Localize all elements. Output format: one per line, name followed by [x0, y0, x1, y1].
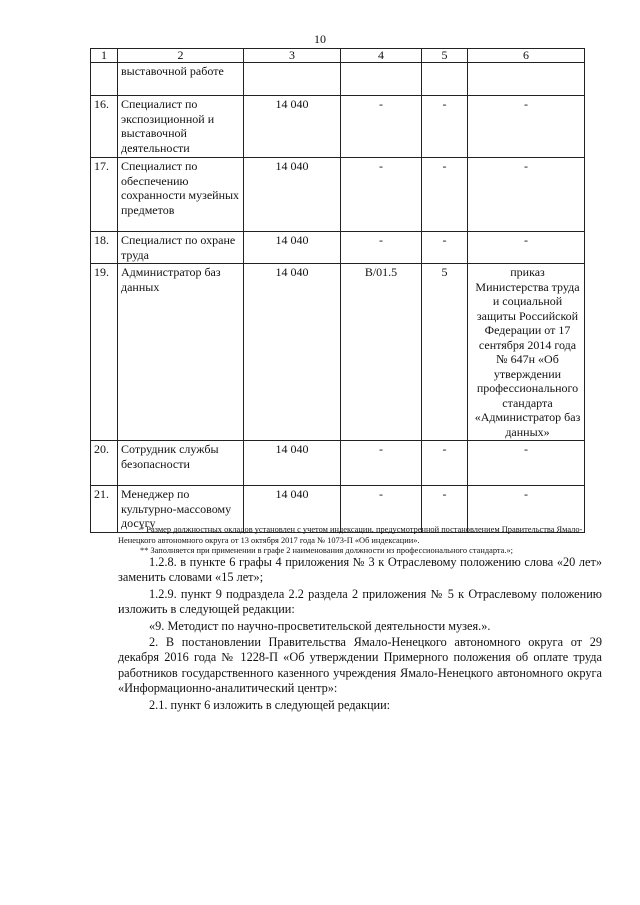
page-number: 10 [314, 32, 326, 46]
footnote: * Размер должностных окладов установлен с учетом индексации, предусмотренной постановлением Правительства Ямало-Ненецкого автономного округа от 13 октября 2017 года № 1073-П «Об индексации». [118, 525, 583, 545]
standard: - [468, 232, 585, 264]
standard: - [468, 441, 585, 486]
document-body [118, 555, 602, 714]
salary: 14 040 [244, 232, 341, 264]
column-header: 4 [341, 49, 422, 63]
column-header: 5 [422, 49, 468, 63]
position-name: Сотрудник службы безопасности [118, 441, 244, 486]
row-number: 20. [91, 441, 118, 486]
column-header: 3 [244, 49, 341, 63]
table-row [91, 264, 585, 441]
code: - [341, 441, 422, 486]
qualification-level: - [422, 441, 468, 486]
salary: 14 040 [244, 441, 341, 486]
table-row [91, 96, 585, 158]
table-row [91, 441, 585, 486]
positions-table [90, 48, 585, 533]
row-number: 21. [91, 486, 118, 533]
position-name: Специалист по экспозиционной и выставочной деятельности [118, 96, 244, 158]
qualification-level: - [422, 158, 468, 232]
paragraph: 2. В постановлении Правительства Ямало-Ненецкого автономного округа от 29 декабря 2016 года № 1228-П «Об утверждении Примерного положения об оплате труда работников государственного казенного учреждения Ямало-Ненецкого автономного округа «Информационно-аналитический центр»: [118, 635, 602, 696]
position-name: Специалист по обеспечению сохранности музейных предметов [118, 158, 244, 232]
footnotes [118, 525, 598, 557]
footnote: ** Заполняется при применении в графе 2 наименования должности из профессионального стандарта.»; [140, 546, 513, 555]
row-number: 16. [91, 96, 118, 158]
qualification-level: - [422, 232, 468, 264]
salary: 14 040 [244, 486, 341, 533]
row-number: 19. [91, 264, 118, 441]
paragraph: «9. Методист по научно-просветительской деятельности музея.». [149, 618, 491, 633]
code: - [341, 486, 422, 533]
position-name: выставочной работе [118, 63, 244, 96]
salary [244, 63, 341, 96]
position-name: Администратор баз данных [118, 264, 244, 441]
qualification-level: - [422, 96, 468, 158]
position-name: Менеджер по культурно-массовому досугу [118, 486, 244, 533]
column-header: 6 [468, 49, 585, 63]
code [341, 63, 422, 96]
column-header: 1 [91, 49, 118, 63]
qualification-level: - [422, 486, 468, 533]
table-header-row [91, 49, 585, 63]
qualification-level [422, 63, 468, 96]
column-header: 2 [118, 49, 244, 63]
row-number: 18. [91, 232, 118, 264]
table-row [91, 158, 585, 232]
code: - [341, 232, 422, 264]
standard: - [468, 486, 585, 533]
qualification-level: 5 [422, 264, 468, 441]
position-name: Специалист по охране труда [118, 232, 244, 264]
standard: - [468, 158, 585, 232]
standard: - [468, 96, 585, 158]
table-row [91, 232, 585, 264]
code: - [341, 158, 422, 232]
paragraph: 1.2.8. в пункте 6 графы 4 приложения № 3 к Отраслевому положению слова «20 лет» заменить словами «15 лет»; [118, 555, 602, 585]
table-row [91, 63, 585, 96]
row-number: 17. [91, 158, 118, 232]
salary: 14 040 [244, 158, 341, 232]
standard: приказ Министерства труда и социальной защиты Российской Федерации от 17 сентября 2014 года № 647н «Об утверждении профессионального стандарта «Администратор баз данных» [468, 264, 585, 441]
salary: 14 040 [244, 96, 341, 158]
paragraph: 1.2.9. пункт 9 подраздела 2.2 раздела 2 приложения № 5 к Отраслевому положению изложить в следующей редакции: [118, 586, 602, 617]
code: - [341, 96, 422, 158]
salary: 14 040 [244, 264, 341, 441]
row-number [91, 63, 118, 96]
paragraph: 2.1. пункт 6 изложить в следующей редакции: [149, 697, 391, 712]
code: B/01.5 [341, 264, 422, 441]
standard [468, 63, 585, 96]
